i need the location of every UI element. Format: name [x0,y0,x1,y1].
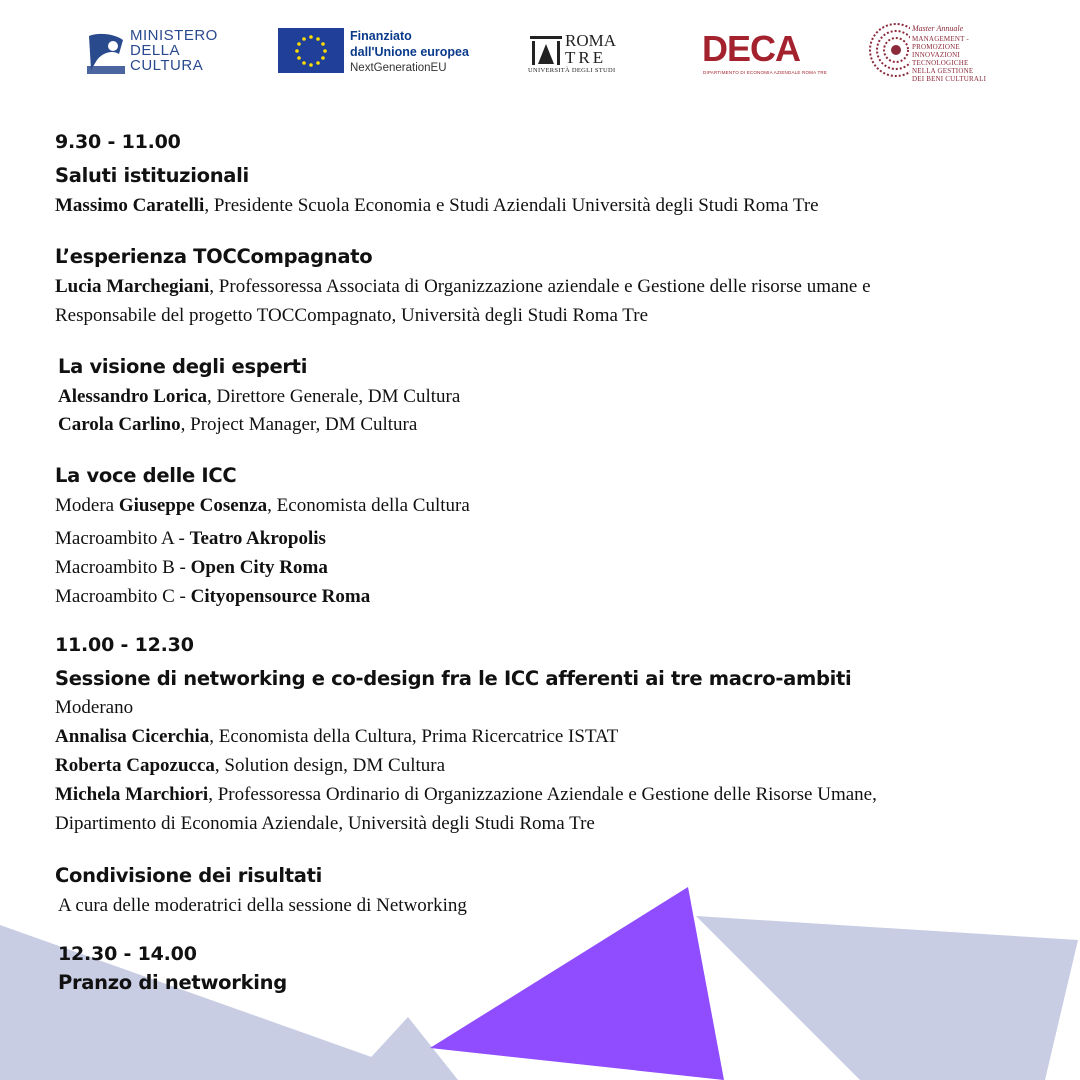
macroambito-a [55,528,326,550]
speaker-role: , Economista della Cultura, Prima Ricercatrice ISTAT [209,726,619,747]
macroambito-label: Macroambito A - [55,528,190,549]
master-line-5: NELLA GESTIONE [912,67,974,75]
master-title: Master Annuale [912,24,964,33]
eu-line-2: dall'Unione europea [350,45,469,59]
session-2-speaker-1-cont: Responsabile del progetto TOCCompagnato, Università degli Studi Roma Tre [55,305,649,326]
roma-line-1: ROMA [565,31,617,50]
session-5-speaker-3-cont: Dipartimento di Economia Aziendale, Università degli Studi Roma Tre [55,813,595,834]
mic-logo-text [130,28,218,73]
speaker-role: , Project Manager, DM Cultura [180,414,418,435]
logo-bar [0,0,1080,110]
roma-line-2: TRE [565,48,607,67]
master-line-6: DEI BENI CULTURALI [912,75,987,83]
speaker-role: , Solution design, DM Cultura [214,755,446,776]
session-7-time: 12.30 - 14.00 [58,943,197,965]
session-5-time: 11.00 - 12.30 [55,634,194,656]
deca-subtitle: DIPARTIMENTO DI ECONOMIA AZIENDALE ROMA TRE [703,70,828,75]
session-5-speaker-1 [55,726,618,748]
session-3-title: La visione degli esperti [58,355,308,378]
eu-flag-icon [278,28,344,73]
organization-name: Teatro Akropolis [189,528,326,549]
session-5-speaker-3 [55,784,877,806]
eu-line-3: NextGenerationEU [350,62,447,74]
speaker-name: Giuseppe Cosenza [118,495,268,516]
session-6-title: Condivisione dei risultati [55,864,323,887]
session-5-moderators-label: Moderano [55,697,134,718]
session-3-speaker-1 [58,386,460,408]
speaker-name: Michela Marchiori [55,784,209,805]
mic-line-2: DELLA [130,42,181,59]
macroambito-label: Macroambito B - [55,557,191,578]
speaker-name: Alessandro Lorica [58,386,208,407]
session-6-description: A cura delle moderatrici della sessione di Networking [58,895,467,916]
session-4-moderator [55,495,470,517]
roma-tre-subtitle: UNIVERSITÀ DEGLI STUDI [528,67,616,74]
session-5-title: Sessione di networking e co-design fra le ICC afferenti ai tre macro-ambiti [55,667,852,690]
session-1-title: Saluti istituzionali [55,164,249,187]
organization-name: Open City Roma [190,557,328,578]
master-seal-icon [868,18,910,82]
speaker-name: Roberta Capozucca [55,755,215,776]
triangle-purple [430,887,724,1080]
organization-name: Cityopensource Roma [190,586,371,607]
macroambito-c [55,586,370,608]
roma-tre-emblem-icon [528,32,564,68]
master-line-2: PROMOZIONE [912,43,960,51]
eu-line-1: Finanziato [350,29,412,43]
master-lines [912,35,986,83]
speaker-role: , Economista della Cultura [267,495,470,516]
session-7-title: Pranzo di networking [58,971,287,994]
eu-funding-text [350,28,469,76]
session-5-speaker-2 [55,755,445,777]
speaker-role: , Direttore Generale, DM Cultura [207,386,461,407]
macroambito-label: Macroambito C - [55,586,191,607]
deca-logo-text: DECA [702,28,801,69]
session-4-title: La voce delle ICC [55,464,237,487]
speaker-name: Lucia Marchegiani [55,276,210,297]
mic-line-1: MINISTERO [130,27,218,44]
speaker-role: , Professoressa Ordinario di Organizzazione Aziendale e Gestione delle Risorse Umane, [208,784,877,805]
moderator-prefix: Modera [55,495,119,516]
session-2-speaker-1 [55,276,871,298]
session-3-speaker-2 [58,414,417,436]
session-1-time: 9.30 - 11.00 [55,131,181,153]
triangle-right-light [696,916,1078,1080]
mic-line-3: CULTURA [130,57,204,74]
speaker-name: Massimo Caratelli [55,195,205,216]
macroambito-b [55,557,328,579]
mic-logo-icon [85,30,127,76]
session-2-title: L’esperienza TOCCompagnato [55,245,373,268]
roma-tre-text [565,32,616,66]
master-line-3: INNOVAZIONI [912,51,960,59]
master-line-1: MANAGEMENT - [912,35,969,43]
speaker-name: Annalisa Cicerchia [55,726,210,747]
speaker-role: , Presidente Scuola Economia e Studi Aziendali Università degli Studi Roma Tre [204,195,819,216]
speaker-name: Carola Carlino [58,414,181,435]
session-1-speaker-1 [55,195,819,217]
master-line-4: TECNOLOGICHE [912,59,969,67]
speaker-role: , Professoressa Associata di Organizzazione aziendale e Gestione delle risorse umane e [209,276,871,297]
